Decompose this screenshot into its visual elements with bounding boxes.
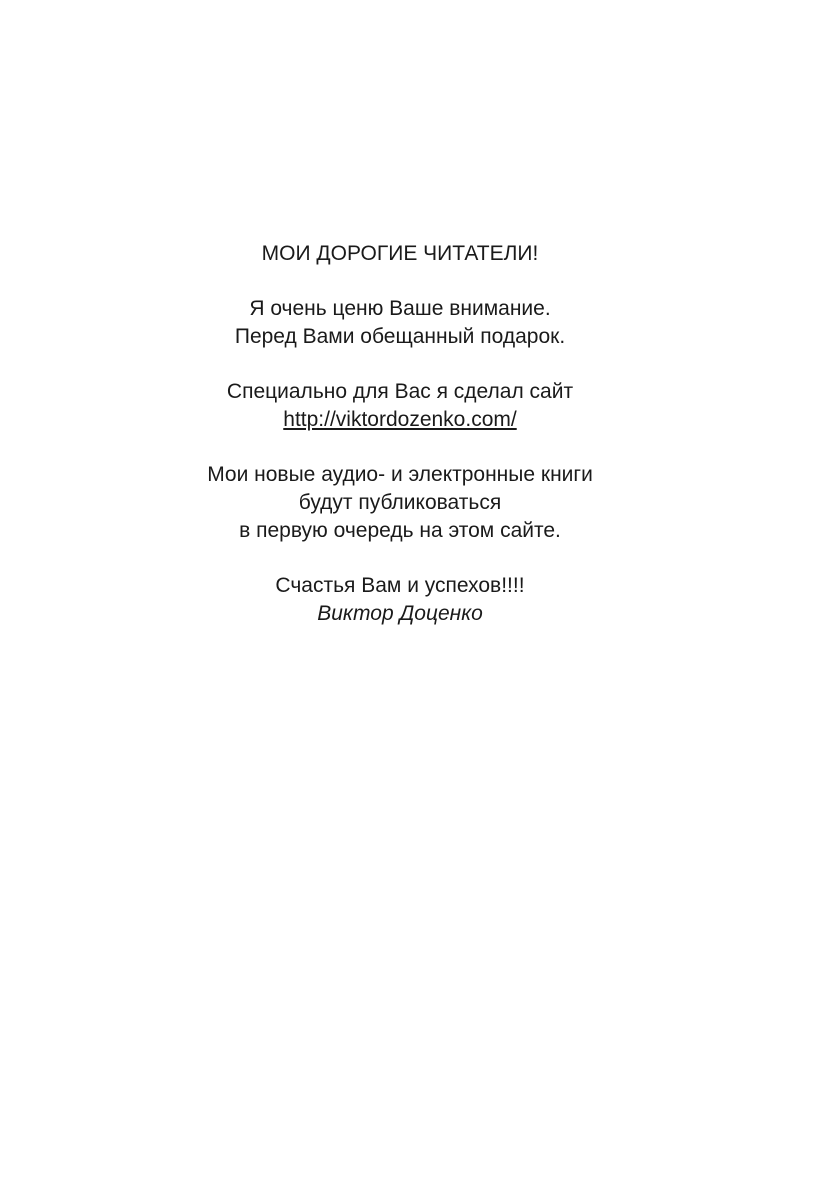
spacer — [0, 268, 800, 295]
website-link-line — [0, 406, 800, 434]
spacer — [0, 351, 800, 378]
website-link[interactable]: http://viktordozenko.com/ — [283, 408, 517, 431]
paragraph-line: Мои новые аудио- и электронные книги — [207, 463, 593, 486]
letter — [0, 240, 800, 628]
paragraph-line: в первую очередь на этом сайте. — [239, 519, 561, 542]
closing-line: Счастья Вам и успехов!!!! — [275, 574, 525, 597]
paragraph-line: Специально для Вас я сделал сайт — [226, 380, 574, 403]
paragraph-line: будут публиковаться — [298, 491, 502, 514]
spacer — [0, 434, 800, 461]
paragraph-line: Перед Вами обещанный подарок. — [234, 325, 566, 348]
heading: МОИ ДОРОГИЕ ЧИТАТЕЛИ! — [261, 242, 539, 265]
spacer — [0, 545, 800, 572]
paragraph-line: Я очень ценю Ваше внимание. — [249, 297, 551, 320]
signature: Виктор Доценко — [317, 602, 483, 625]
